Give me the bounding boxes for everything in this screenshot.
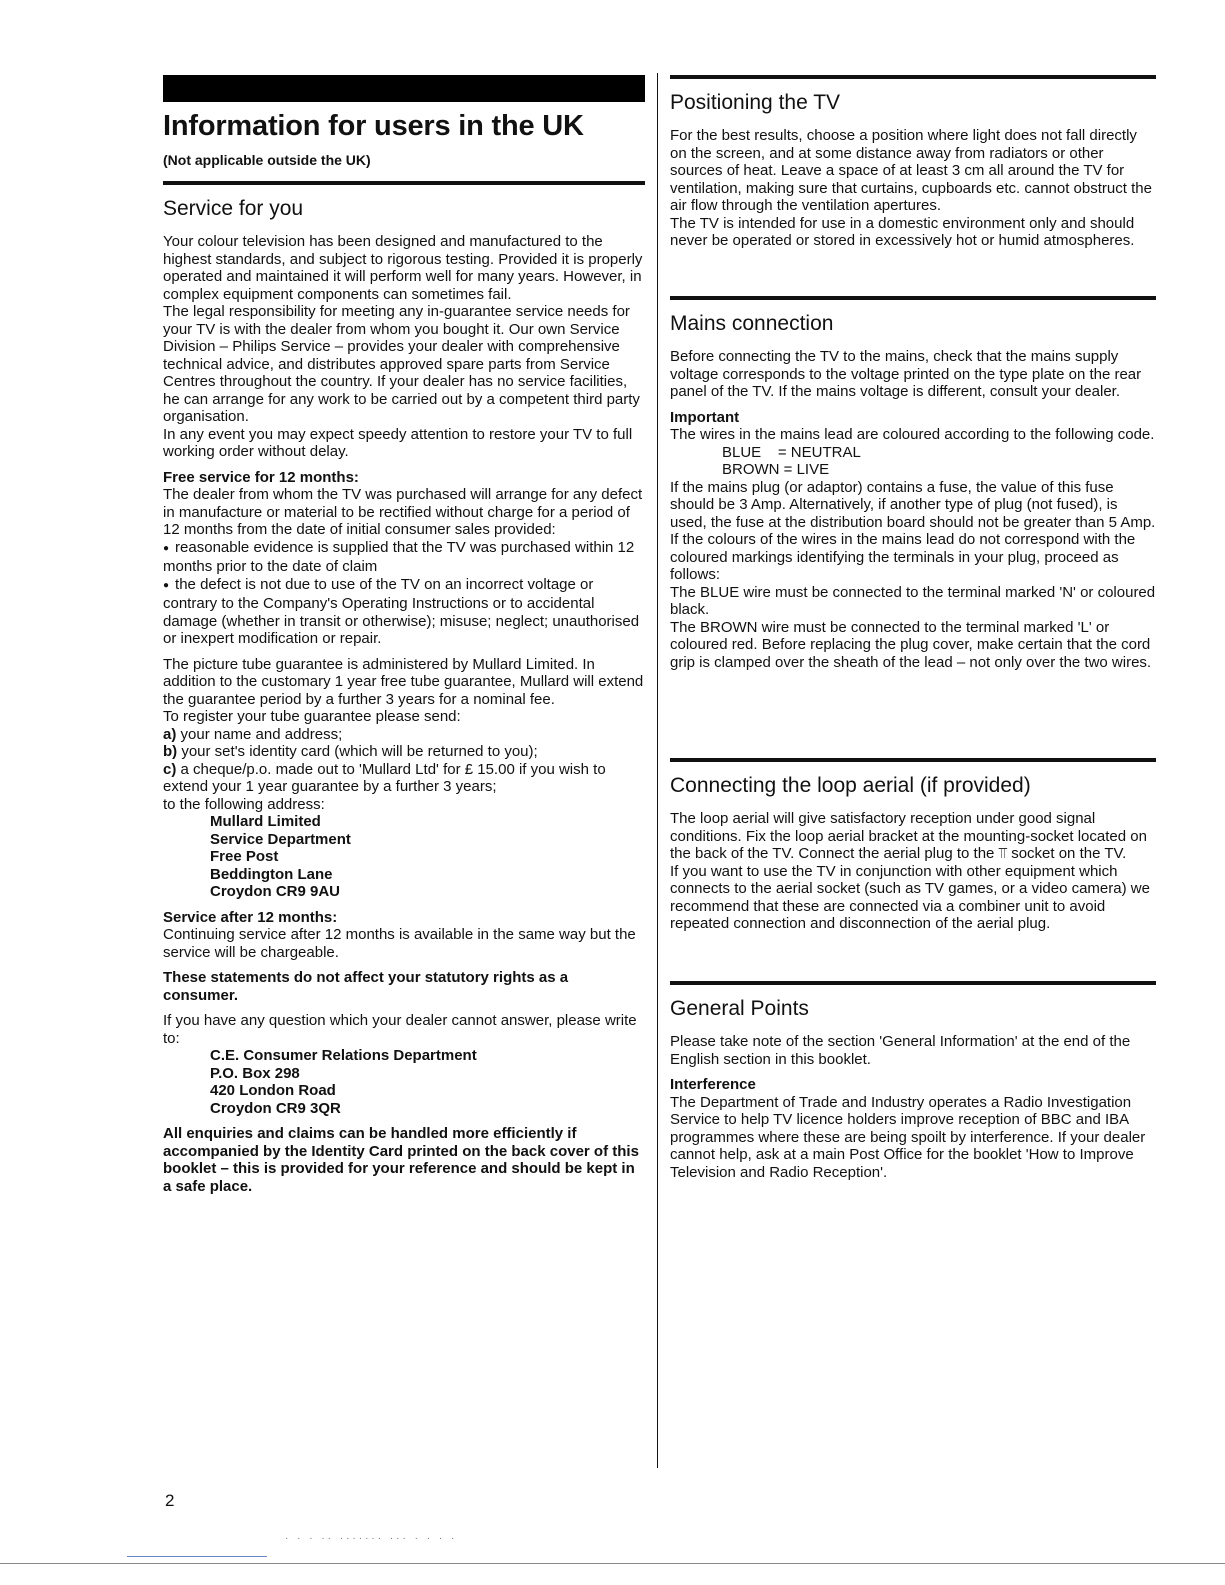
positioning-body [670, 127, 1156, 250]
page-number: 2 [165, 1491, 175, 1510]
paragraph: If you have any question which your dealer cannot answer, please write to: [163, 1012, 637, 1047]
paragraph: The Department of Trade and Industry operates a Radio Investigation Service to help TV licence holders improve reception of BBC and IBA programmes where these are being spoilt by interference. If your dealer cannot help, ask at a main Post Office for the booklet 'How to Improve Television and Radio Reception'. [670, 1093, 1146, 1181]
paragraph: If the mains plug (or adaptor) contains a fuse, the value of this fuse should be 3 Amp. Alternatively, if another type of plug (not fused), is used, the fuse at the distribution board should not be greater than 5 Amp. [670, 478, 1156, 531]
scan-artifact-line [127, 1556, 267, 1557]
page-title: Information for users in the UK [163, 110, 584, 142]
wire-code-blue: BLUE = NEUTRAL [722, 443, 861, 461]
paragraph: The loop aerial will give satisfactory reception under good signal conditions. Fix the loop aerial bracket at the mounting-socket located on the back of the TV. Connect the aerial plug to the ⫪ socket on the TV. [670, 810, 1147, 862]
paragraph: Before connecting the TV to the mains, check that the mains supply voltage corresponds to the voltage printed on the type plate on the rear panel of the TV. If the mains voltage is different, consult your dealer. [670, 348, 1142, 400]
general-points-body [670, 1033, 1156, 1181]
loop-aerial-section [670, 758, 1156, 933]
list-item: a) your name and address; [163, 725, 343, 743]
loop-aerial-body [670, 810, 1156, 933]
enquiries-note: All enquiries and claims can be handled more efficiently if accompanied by the Identity Card printed on the back cover of this booklet – this is provided for your reference and should be kept in a safe place. [163, 1125, 639, 1195]
page-subtitle: (Not applicable outside the UK) [163, 152, 371, 168]
bullet-item: ● reasonable evidence is supplied that the TV was purchased within 12 months prior to the date of claim [163, 539, 645, 576]
wire-code-brown: BROWN = LIVE [722, 461, 830, 478]
column-divider [657, 73, 658, 1468]
section-rule [670, 758, 1156, 762]
list-item: b) your set's identity card (which will be returned to you); [163, 743, 538, 760]
service-heading: Service for you [163, 197, 304, 220]
paragraph: Continuing service after 12 months is available in the same way but the service will be chargeable. [163, 926, 636, 961]
free-service-heading: Free service for 12 months: [163, 468, 359, 486]
general-points-heading: General Points [670, 997, 809, 1020]
paragraph: In any event you may expect speedy attention to restore your TV to full working order without delay. [163, 425, 633, 460]
mains-body [670, 348, 1156, 671]
paragraph: The BROWN wire must be connected to the terminal marked 'L' or coloured red. Before replacing the plug cover, make certain that the cord grip is clamped over the sheath of the lead – not only over the two wires. [670, 618, 1152, 671]
mains-heading: Mains connection [670, 312, 834, 335]
paragraph: For the best results, choose a position where light does not fall directly on the screen, and at some distance away from radiators or other sources of heat. Leave a space of at least 3 cm all around the TV for ventilation, making sure that curtains, cupboards etc. cannot obstruct the air flow through the ventilation apertures. [670, 127, 1152, 214]
paragraph: The wires in the mains lead are coloured according to the following code. [670, 426, 1155, 443]
section-rule [670, 981, 1156, 985]
paragraph: The dealer from whom the TV was purchased will arrange for any defect in manufacture or material to be rectified without charge for a period of 12 months from the date of initial consumer sales provided: [163, 486, 643, 538]
consumer-relations-address: C.E. Consumer Relations Department P.O. Box 298 420 London Road Croydon CR9 3QR [210, 1047, 477, 1117]
paragraph: Your colour television has been designed and manufactured to the highest standards, and subject to rigorous testing. Provided it is properly operated and maintained it will perform well for many years. However, in complex equipment components can sometimes fail. [163, 233, 643, 303]
general-points-section [670, 981, 1156, 1181]
statutory-note: These statements do not affect your statutory rights as a consumer. [163, 969, 569, 1004]
scan-edge [0, 1563, 1225, 1564]
scan-artifact: · · · ·· ······· ··· · · · · [285, 1533, 458, 1544]
section-rule [670, 75, 1156, 79]
loop-aerial-heading: Connecting the loop aerial (if provided) [670, 774, 1031, 797]
mullard-address: Mullard Limited Service Department Free Post Beddington Lane Croydon CR9 9AU [210, 813, 351, 900]
title-bar [163, 75, 645, 102]
after-service-heading: Service after 12 months: [163, 908, 338, 926]
list-item: c) a cheque/p.o. made out to 'Mullard Ltd' for £ 15.00 if you wish to extend your 1 year guarantee by a further 3 years; [163, 760, 606, 795]
service-body [163, 233, 645, 1195]
mains-section [670, 296, 1156, 671]
paragraph: The BLUE wire must be connected to the terminal marked 'N' or coloured black. [670, 583, 1156, 618]
important-label: Important [670, 408, 740, 426]
positioning-section [670, 75, 1156, 250]
paragraph: If you want to use the TV in conjunction with other equipment which connects to the aerial socket (such as TV games, or a video camera) we recommend that these are connected via a combiner unit to avoid repeated connection and disconnection of the aerial plug. [670, 862, 1150, 932]
section-rule [163, 181, 645, 185]
paragraph: to the following address: [163, 795, 325, 813]
paragraph: The legal responsibility for meeting any in-guarantee service needs for your TV is with the dealer from whom you bought it. Our own Service Division – Philips Service – provides your dealer with comprehensive technical advice, and distributes approved spare parts from Service Centres throughout the country. If your dealer has no service facilities, he can arrange for any work to be carried out by a competent third party organisation. [163, 303, 640, 425]
paragraph: If the colours of the wires in the mains lead do not correspond with the coloured markings identifying the terminals in your plug, proceed as follows: [670, 531, 1136, 583]
bullet-item: ● the defect is not due to use of the TV on an incorrect voltage or contrary to the Company's Operating Instructions or to accidental damage (whether in transit or otherwise); misuse; neglect; unauthorised or inexpert modification or repair. [163, 576, 645, 648]
section-rule [670, 296, 1156, 300]
paragraph: The TV is intended for use in a domestic environment only and should never be operated or stored in excessively hot or humid atmospheres. [670, 214, 1135, 249]
service-section [163, 181, 645, 1195]
paragraph: Please take note of the section 'General Information' at the end of the English section in this booklet. [670, 1033, 1131, 1068]
positioning-heading: Positioning the TV [670, 91, 841, 114]
paragraph: To register your tube guarantee please send: [163, 708, 461, 725]
interference-label: Interference [670, 1076, 756, 1093]
paragraph: The picture tube guarantee is administered by Mullard Limited. In addition to the customary 1 year free tube guarantee, Mullard will extend the guarantee period by a further 3 years for a nominal fee. [163, 655, 644, 708]
